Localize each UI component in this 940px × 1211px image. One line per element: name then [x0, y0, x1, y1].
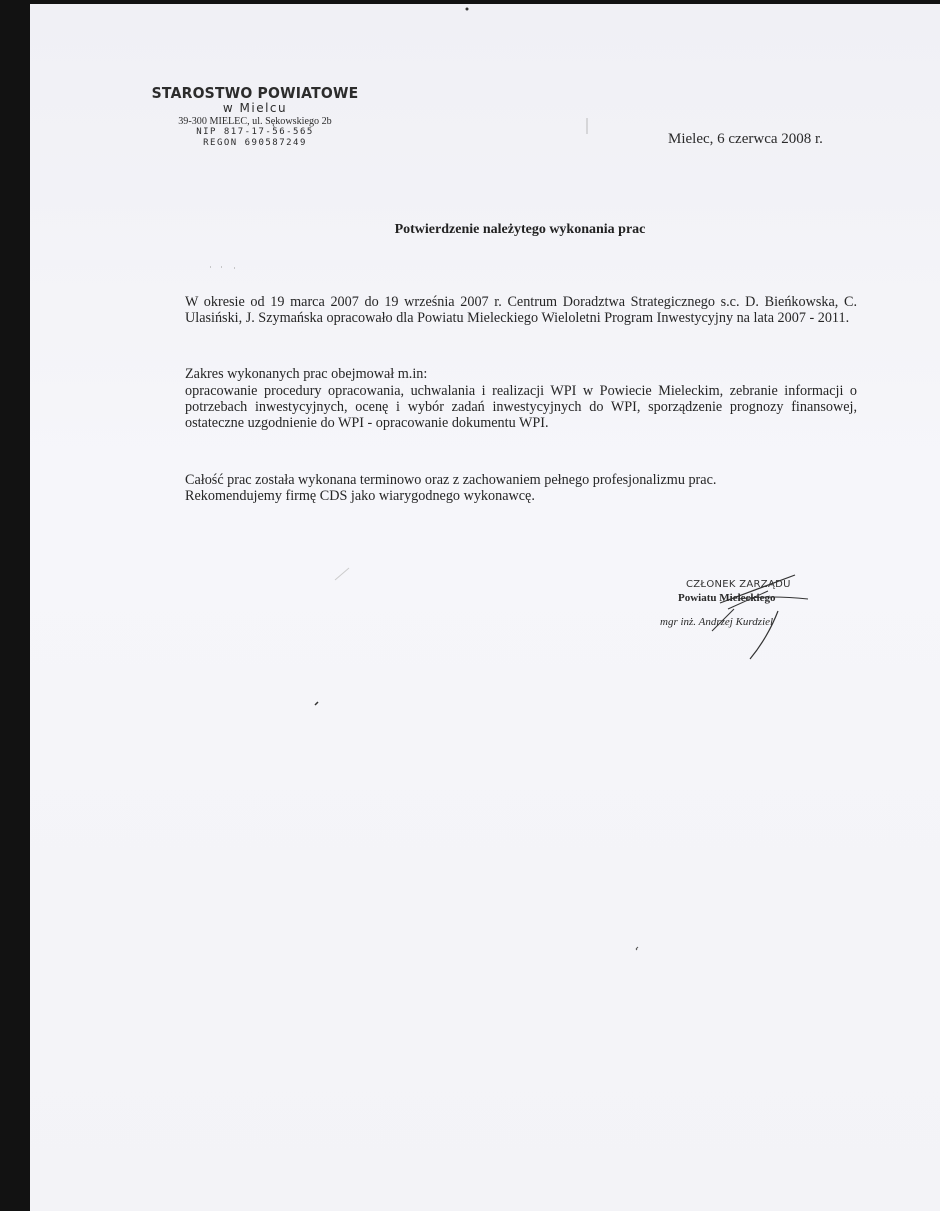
signature-role: CZŁONEK ZARZĄDU [686, 579, 791, 590]
signature-block [650, 573, 840, 673]
signature-unit: Powiatu Mieleckiego [678, 592, 776, 604]
closing-paragraph [185, 472, 857, 504]
scope-paragraph: opracowanie procedury opracowania, uchwalania i realizacji WPI w Powiecie Mieleckim, zebranie informacji o potrzebach inwestycyjnych, ocenę i wybór zadań inwestycyjnych do WPI, sporządzenie prognozy finansowej, ostateczne uzgodnienie do WPI - opracowanie dokumentu WPI. [185, 383, 857, 431]
stamp-nip: NIP 817-17-56-565 [196, 127, 314, 137]
closing-line-1: Całość prac została wykonana terminowo oraz z zachowaniem pełnego profesjonalizmu prac. [185, 472, 717, 488]
stamp-city: w Mielcu [222, 101, 288, 115]
scope-heading: Zakres wykonanych prac obejmował m.in: [185, 366, 428, 382]
document-title: Potwierdzenie należytego wykonania prac [394, 222, 646, 237]
closing-line-2: Rekomendujemy firmę CDS jako wiarygodnego wykonawcę. [185, 488, 535, 504]
stamp-address: 39-300 MIELEC, ul. Sękowskiego 2b [178, 115, 332, 127]
paragraph-intro: W okresie od 19 marca 2007 do 19 września 2007 r. Centrum Doradztwa Strategicznego s.c. D. Bieńkowska, C. Ulasiński, J. Szymańska opracowało dla Powiatu Mieleckiego Wieloletni Program Inwestycyjny na lata 2007 - 2011. [185, 294, 857, 326]
handwritten-signature [650, 573, 840, 673]
stamp-title: STAROSTWO POWIATOWE [151, 85, 359, 103]
signature-name: mgr inż. Andrzej Kurdziel [660, 616, 774, 628]
letter-date: Mielec, 6 czerwca 2008 r. [668, 131, 823, 147]
office-stamp [150, 86, 360, 149]
stamp-regon: REGON 690587249 [203, 138, 307, 148]
